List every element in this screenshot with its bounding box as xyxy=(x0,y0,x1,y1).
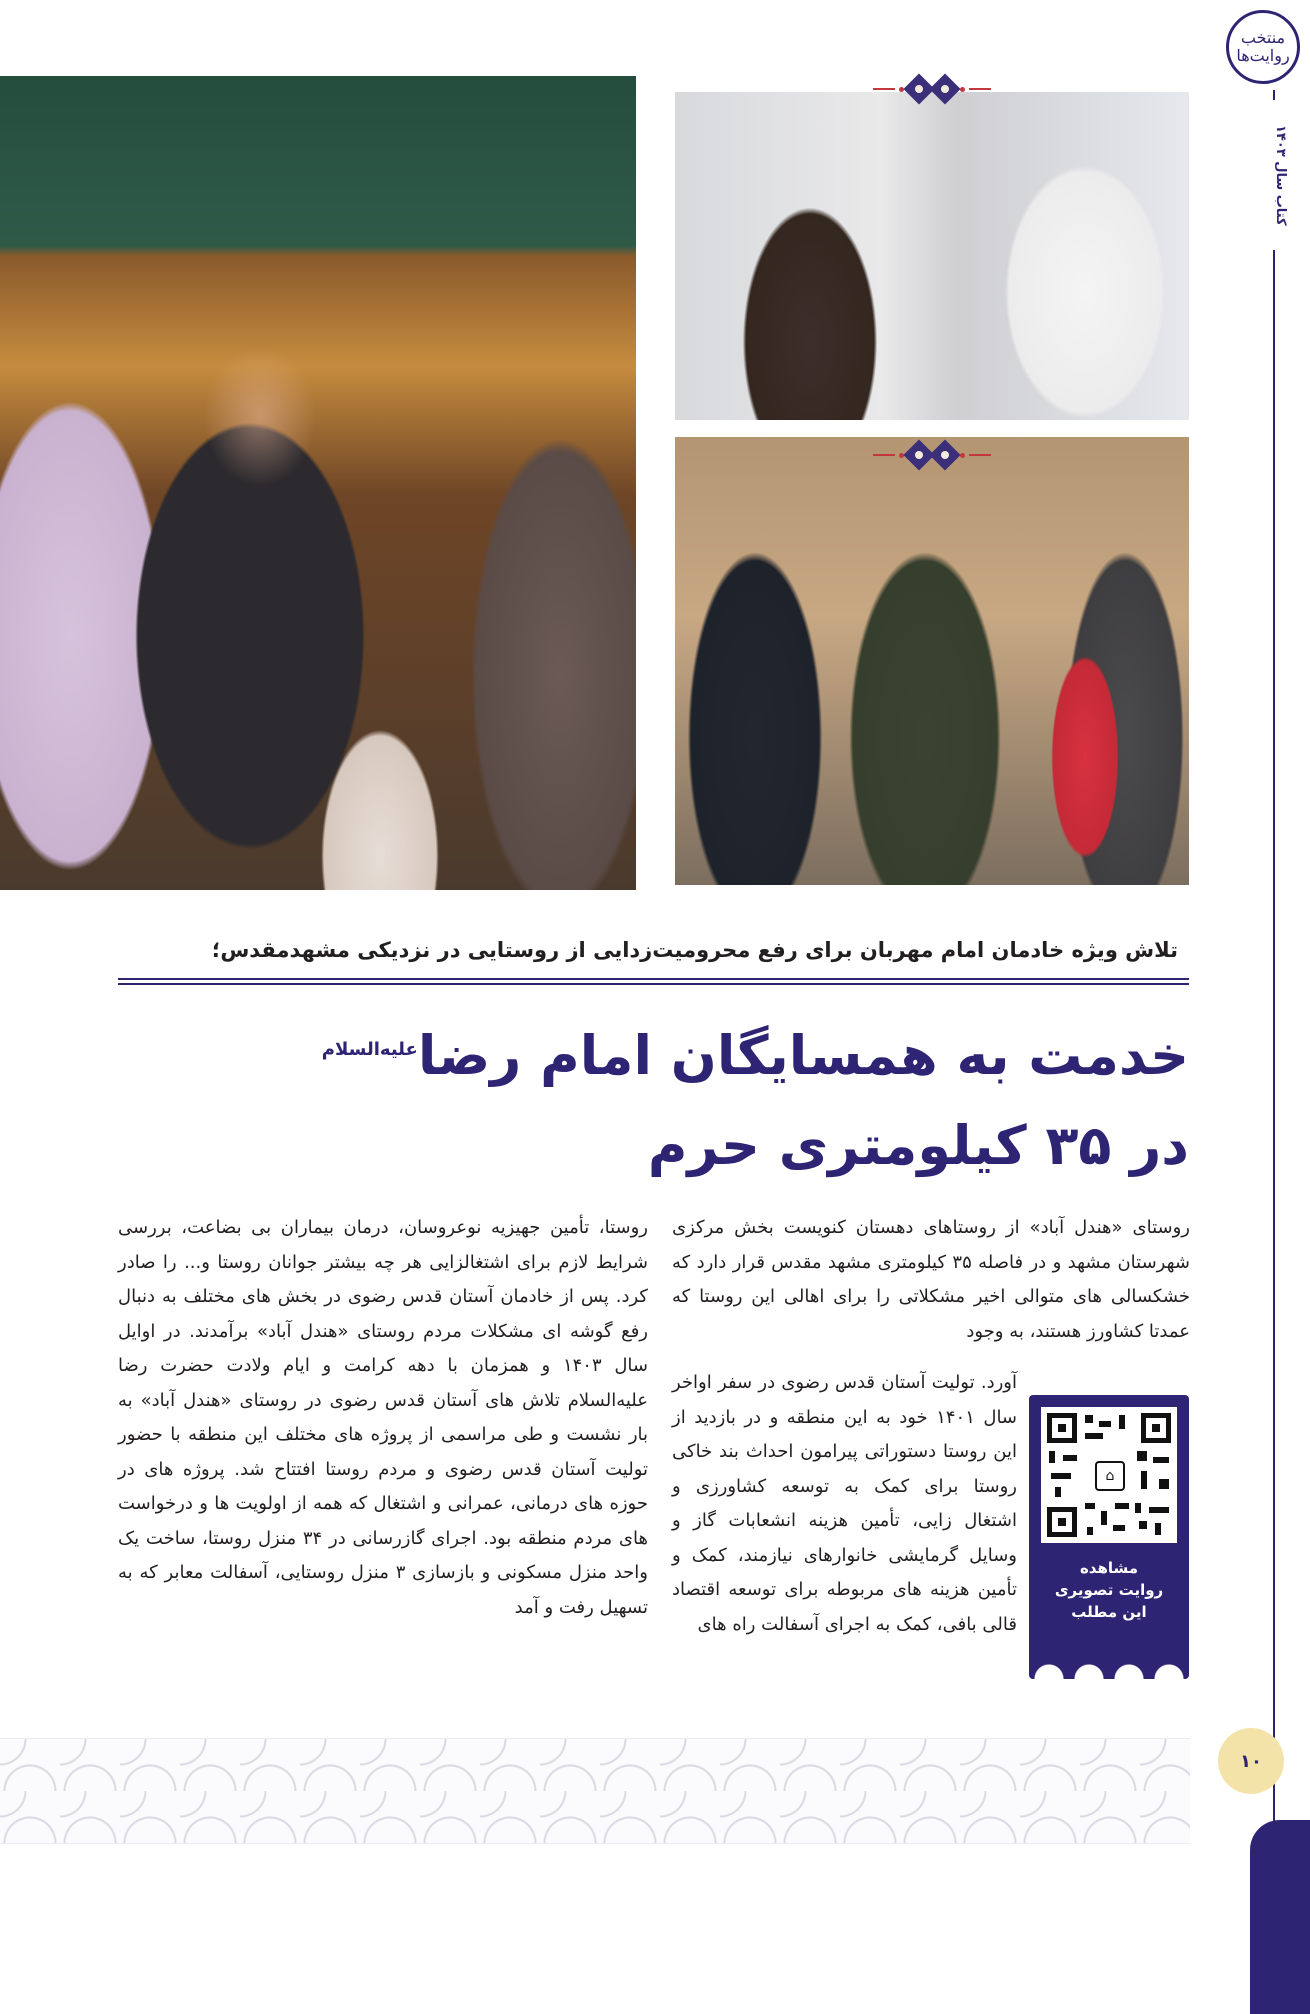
qr-caption-line-3: این مطلب xyxy=(1071,1603,1147,1621)
honorific-mark: علیه‌السلام xyxy=(321,1039,418,1060)
body-column-left: روستا، تأمین جهیزیه نوعروسان، درمان بیماران بی بضاعت، بررسی شرایط لازم برای اشتغالزایی هر چه بیشتر جوانان روستا و... را صادر کرد. پس از خادمان آستان قدس رضوی در بخش های مختلف به دنبال رفع گوشه ای مشکلات مردم روستای «هندل آباد» برآمدند. در اوایل سال ۱۴۰۳ و همزمان با دهه کرامت و ایام ولادت حضرت رضا علیه‌السلام تلاش های آستان قدس رضوی در روستای «هندل آباد» به بار نشست و طی مراسمی از پروژه های مختلف این منطقه با حضور تولیت آستان قدس رضوی و مردم روستا افتتاح شد. پروژه های در حوزه های درمانی، عمرانی و اشتغال که همه از اولویت ها و درخواست های مردم منطقه بود. اجرای گازرسانی در ۳۴ منزل روستا، ساخت یک واحد منزل مسکونی و بازسازی ۳ منزل روستایی، آسفالت معابر که به تسهیل رفت و آمد xyxy=(118,1217,648,1618)
decorative-footer-pattern xyxy=(0,1738,1190,1844)
photo-village-women xyxy=(0,76,636,890)
book-logo-text: منتخب روایت‌ها xyxy=(1236,28,1290,65)
shrine-emblem-icon: ⌂ xyxy=(1095,1461,1125,1491)
article-headline xyxy=(118,1005,1189,1191)
qr-code-icon[interactable] xyxy=(1041,1407,1177,1543)
photo-eye-clinic xyxy=(675,92,1189,420)
qr-caption xyxy=(1029,1557,1189,1623)
kicker-divider xyxy=(118,978,1189,985)
right-margin-band xyxy=(1240,0,1310,2014)
qr-card-pattern xyxy=(1029,1633,1189,1679)
page-number: ۱۰ xyxy=(1218,1728,1284,1794)
body-column-right-top: روستای «هندل آباد» از روستاهای دهستان کنویست بخش مرکزی شهرستان مشهد و در فاصله ۳۵ کیلومتری مشهد مقدس قرار دارد که خشکسالی های متوالی اخیر مشکلاتی را برای اهالی این روستا که عمدتا کشاورز هستند، به وجود xyxy=(672,1217,1190,1342)
book-label: کتاب سال ۱۴۰۳ xyxy=(1258,100,1288,250)
book-logo-icon xyxy=(1226,10,1300,84)
photo-ornament-top xyxy=(872,74,992,104)
qr-card[interactable] xyxy=(1029,1395,1189,1679)
photo-ornament-bottom xyxy=(872,440,992,470)
headline-line-2: در ۳۵ کیلومتری حرم xyxy=(647,1114,1189,1177)
headline-line-1 xyxy=(118,1005,1189,1101)
side-tab xyxy=(1250,1820,1310,2014)
headline-line-1-text: خدمت به همسایگان امام رضا xyxy=(417,1024,1189,1087)
article-kicker: تلاش ویژه خادمان امام مهربان برای رفع محرومیت‌زدایی از روستایی در نزدیکی مشهدمقدس؛ xyxy=(211,938,1178,962)
body-column-right-bottom: آورد. تولیت آستان قدس رضوی در سفر اواخر سال ۱۴۰۱ خود به این منطقه و در بازدید از این روستا دستوراتی پیرامون احداث بند خاکی روستا برای کمک به توسعه کشاورزی و اشتغال زایی، تأمین هزینه انشعابات گاز و وسایل گرمایشی خانوارهای نیازمند، کمک و تأمین هزینه های مربوطه برای توسعه اقتصاد قالی بافی، کمک به اجرای آسفالت راه های xyxy=(672,1372,1018,1635)
right-margin-rule xyxy=(1273,90,1275,1830)
photo-flower-gift xyxy=(675,437,1189,885)
qr-caption-line-1: مشاهده xyxy=(1079,1559,1139,1577)
qr-caption-line-2: روایت تصویری xyxy=(1054,1581,1164,1599)
